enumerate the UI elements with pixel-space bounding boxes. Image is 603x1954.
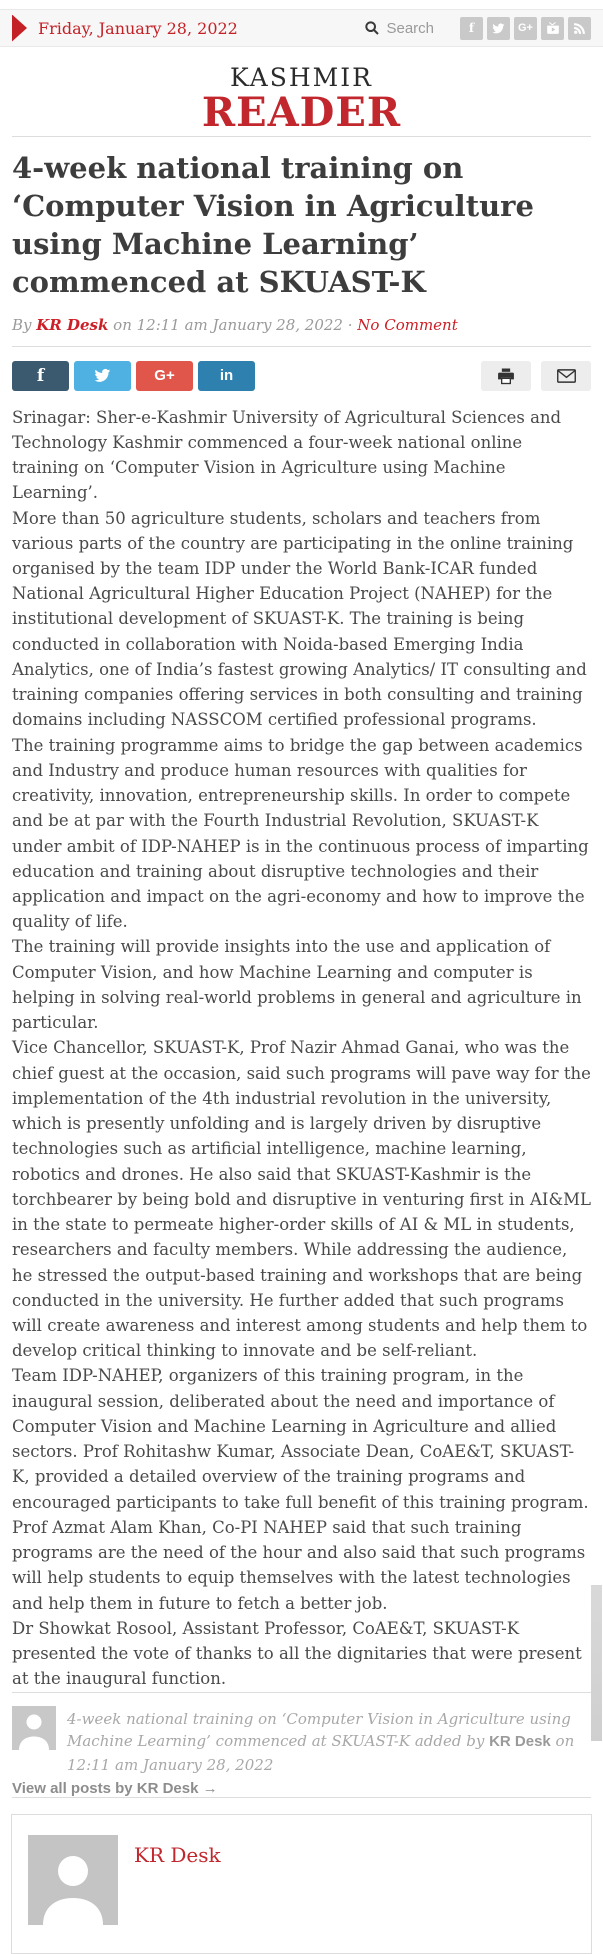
masthead xyxy=(0,47,603,136)
site-title-kashmir[interactable]: KASHMIR xyxy=(230,63,373,92)
search-icon xyxy=(364,20,380,36)
byline-author-link[interactable]: KR Desk xyxy=(36,315,109,334)
printer-icon xyxy=(496,366,516,386)
author-avatar xyxy=(12,1706,56,1750)
twitter-icon[interactable] xyxy=(487,17,510,40)
divider xyxy=(12,1797,591,1798)
top-bar xyxy=(0,9,603,47)
byline xyxy=(12,316,591,334)
byline-prefix: By xyxy=(12,315,37,334)
byline-separator: · xyxy=(347,315,358,334)
youtube-icon[interactable] xyxy=(541,17,564,40)
linkedin-icon: in xyxy=(219,367,234,385)
author-card xyxy=(11,1814,592,1954)
article-headline: 4-week national training on ‘Computer Vision in Agriculture using Machine Learning’ commenced at SKUAST-K xyxy=(12,150,534,300)
envelope-icon xyxy=(556,367,577,385)
share-twitter-button[interactable] xyxy=(74,361,131,391)
topbar-social-icons xyxy=(460,17,591,40)
author-card-name-link[interactable]: KR Desk xyxy=(134,1843,221,1868)
share-row xyxy=(12,361,591,391)
email-button[interactable] xyxy=(541,361,591,391)
facebook-icon[interactable]: f xyxy=(460,17,483,40)
share-linkedin-button[interactable] xyxy=(198,361,255,391)
byline-datetime: on 12:11 am January 28, 2022 xyxy=(108,315,348,334)
google-plus-icon[interactable]: G+ xyxy=(514,17,537,40)
current-date: Friday, January 28, 2022 xyxy=(38,18,238,38)
google-plus-icon: G+ xyxy=(154,367,175,385)
article-paragraph: More than 50 agriculture students, scholars and teachers from various parts of the country are participating in the online training organised by the team IDP under the World Bank-ICAR funded National Agricultural Higher Education Project (NAHEP) for the institutional development of SKUAST-K. The training is being conducted in collaboration with Noida-based Emerging India Analytics, one of India’s fastest growing Analytics/ IT consulting and training companies offering services in both consulting and training domains including NASSCOM certified professional programs. xyxy=(12,508,587,730)
divider xyxy=(12,136,591,137)
added-line-title: 4-week national training on ‘Computer Vision in Agriculture using Machine Learning’ commenced at SKUAST-K added by xyxy=(67,1709,571,1751)
added-line-date: on 12:11 am January 28, 2022 xyxy=(67,1732,575,1774)
added-by-line xyxy=(67,1706,591,1777)
rss-icon[interactable] xyxy=(568,17,591,40)
right-edge-strip xyxy=(591,1585,602,1741)
site-title-reader[interactable]: READER xyxy=(201,88,402,136)
twitter-icon xyxy=(94,367,111,384)
divider xyxy=(12,346,591,347)
search-label: Search xyxy=(386,19,434,37)
article-paragraph: Srinagar: Sher-e-Kashmir University of Agricultural Sciences and Technology Kashmir commenced a four-week national online training on ‘Computer Vision in Agriculture using Machine Learning’. xyxy=(12,407,562,503)
share-facebook-button[interactable] xyxy=(12,361,69,391)
share-google-plus-button[interactable] xyxy=(136,361,193,391)
author-avatar-large xyxy=(28,1835,118,1925)
article-body xyxy=(0,405,603,1692)
print-button[interactable] xyxy=(481,361,531,391)
view-all-posts-link[interactable]: View all posts by KR Desk → xyxy=(12,1780,218,1798)
red-flag-icon xyxy=(12,15,27,42)
article-paragraph: Dr Showkat Rosool, Assistant Professor, CoAE&T, SKUAST-K presented the vote of thanks to all the dignitaries that were present at the inaugural function. xyxy=(12,1618,582,1689)
facebook-icon: f xyxy=(36,365,45,386)
article-paragraph: The training will provide insights into the use and application of Computer Vision, and how Machine Learning and computer is helping in solving real-world problems in general and agriculture in particular. xyxy=(12,937,582,1033)
post-meta xyxy=(12,1706,591,1777)
no-comment-link[interactable]: No Comment xyxy=(357,315,458,334)
article-paragraph: Team IDP-NAHEP, organizers of this training program, in the inaugural session, deliberated about the need and importance of Computer Vision and Machine Learning in Agriculture and allied sectors. Prof Rohitashw Kumar, Associate Dean, CoAE&T, SKUAST-K, provided a detailed overview of the training programs and encouraged participants to take full benefit of this training program. Prof Azmat Alam Khan, Co-PI NAHEP said that such training programs are the need of the hour and also said that such programs will help students to equip themselves with the latest technologies and help them in future to fetch a better job. xyxy=(12,1366,589,1613)
added-by-author-link[interactable]: KR Desk xyxy=(489,1733,551,1751)
search-button[interactable] xyxy=(364,20,434,37)
article-paragraph: The training programme aims to bridge the gap between academics and Industry and produce human resources with qualities for creativity, innovation, entrepreneurship skills. In order to compete and be at par with the Fourth Industrial Revolution, SKUAST-K under ambit of IDP-NAHEP is in the continuous process of imparting education and training about disruptive technologies and their application and impact on the agri-economy and how to improve the quality of life. xyxy=(12,735,589,932)
article-paragraph: Vice Chancellor, SKUAST-K, Prof Nazir Ahmad Ganai, who was the chief guest at the occasion, said such programs will pave way for the implementation of the 4th industrial revolution in the university, which is presently unfolding and is largely driven by disruptive technologies such as artificial intelligence, machine learning, robotics and drones. He also said that SKUAST-Kashmir is the torchbearer by being bold and disruptive in venturing first in AI&ML in the state to permeate higher-order skills of AI & ML in students, researchers and faculty members. While addressing the audience, he stressed the output-based training and workshops that are being conducted in the university. He further added that such programs will create awareness and interest among students and help them to develop critical thinking to innovate and be self-reliant. xyxy=(12,1038,591,1361)
divider xyxy=(12,1692,591,1693)
